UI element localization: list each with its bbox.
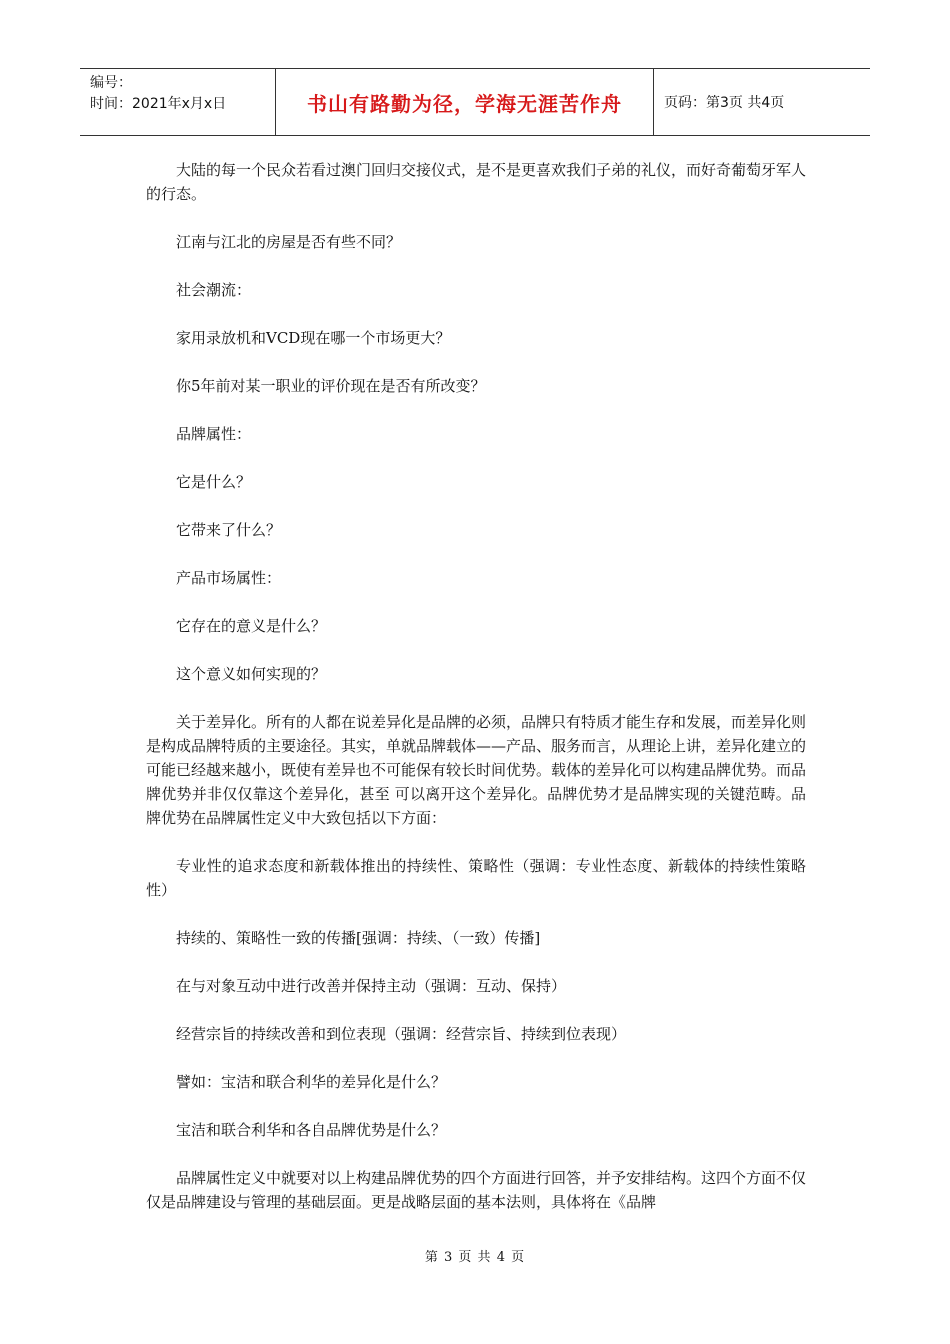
document-body [146, 158, 806, 1238]
paragraph: 它带来了什么？ [176, 521, 282, 539]
paragraph: 它存在的意义是什么？ [176, 617, 327, 635]
paragraph: 江南与江北的房屋是否有些不同？ [176, 233, 402, 251]
date-label: 时间：2021年x月x日 [90, 96, 227, 112]
paragraph: 宝洁和联合利华和各自品牌优势是什么？ [176, 1121, 447, 1139]
paragraph: 品牌属性： [176, 425, 252, 443]
paragraph: 社会潮流： [176, 281, 252, 299]
paragraph: 品牌属性定义中就要对以上构建品牌优势的四个方面进行回答，并予安排结构。这四个方面不仅仅是品牌建设与管理的基础层面。更是战略层面的基本法则，具体将在《品牌 [146, 1169, 807, 1211]
paragraph: 譬如：宝洁和联合利华的差异化是什么？ [176, 1073, 447, 1091]
paragraph: 在与对象互动中进行改善并保持主动（强调：互动、保持） [176, 977, 567, 995]
header-motto: 书山有路勤为径，学海无涯苦作舟 [276, 69, 654, 135]
paragraph: 家用录放机和VCD现在哪一个市场更大？ [176, 329, 451, 347]
header-meta [80, 69, 276, 135]
header-page-info: 页码：第3页 共4页 [664, 95, 785, 111]
paragraph: 专业性的追求态度和新载体推出的持续性、策略性（强调：专业性态度、新载体的持续性策略性） [146, 857, 806, 899]
page-header [80, 68, 870, 136]
number-label: 编号： [90, 75, 132, 91]
paragraph: 产品市场属性： [176, 569, 282, 587]
page-footer: 第 3 页 共 4 页 [424, 1250, 526, 1265]
paragraph: 关于差异化。所有的人都在说差异化是品牌的必须，品牌只有特质才能生存和发展，而差异化则是构成品牌特质的主要途径。其实，单就品牌载体——产品、服务而言，从理论上讲，差异化建立的可能已经越来越小，既使有差异也不可能保有较长时间优势。载体的差异化可以构建品牌优势。而品牌优势并非仅仅靠这个差异化，甚至 可以离开这个差异化。品牌优势才是品牌实现的关键范畴。品牌优势在品牌属性定义中大致包括以下方面： [146, 713, 807, 827]
paragraph: 它是什么？ [176, 473, 252, 491]
paragraph: 这个意义如何实现的？ [176, 665, 327, 683]
paragraph: 你5年前对某一职业的评价现在是否有所改变？ [176, 377, 486, 395]
paragraph: 经营宗旨的持续改善和到位表现（强调：经营宗旨、持续到位表现） [176, 1025, 627, 1043]
paragraph: 持续的、策略性一致的传播[强调：持续、（一致）传播] [176, 929, 541, 947]
paragraph: 大陆的每一个民众若看过澳门回归交接仪式，是不是更喜欢我们子弟的礼仪，而好奇葡萄牙军人的行态。 [146, 161, 807, 203]
